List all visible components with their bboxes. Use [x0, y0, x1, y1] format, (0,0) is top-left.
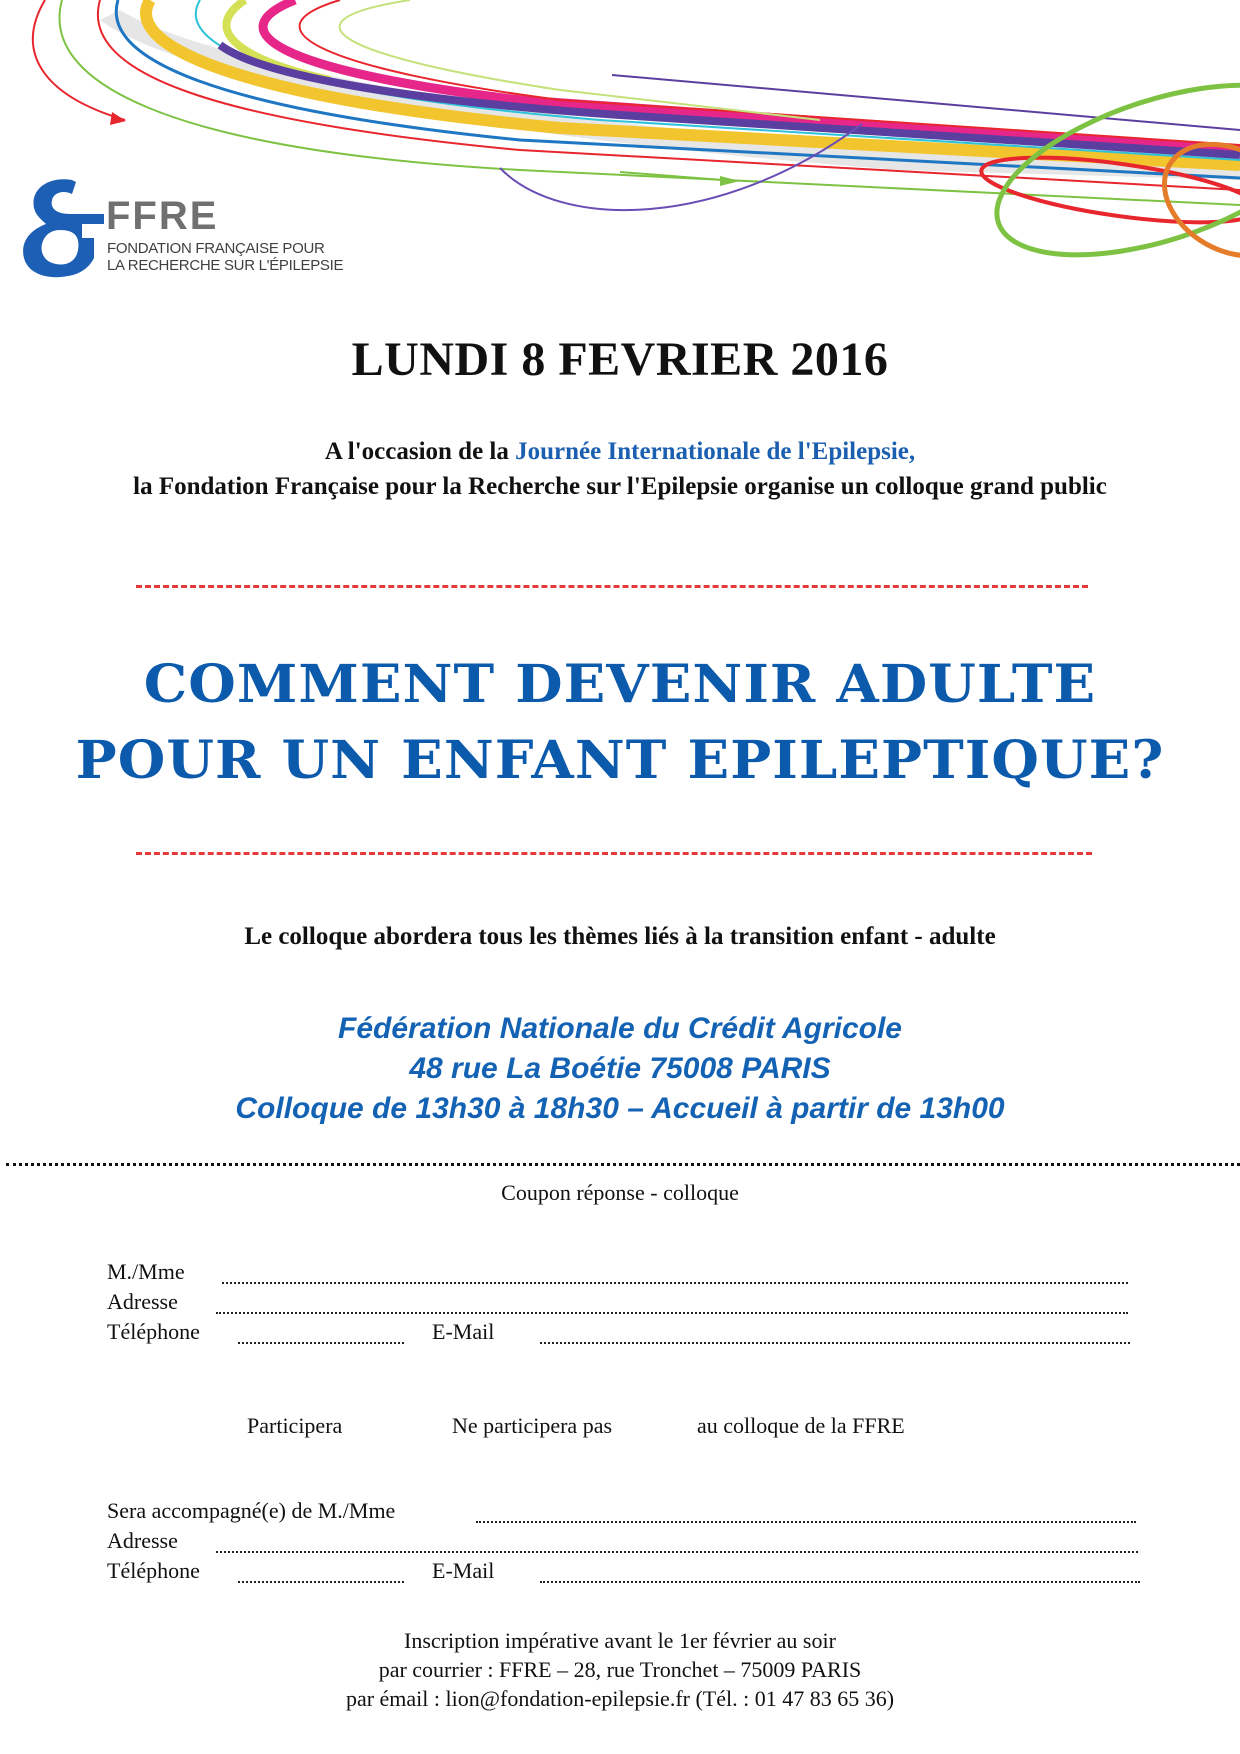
companion-email-field[interactable] — [540, 1581, 1140, 1583]
email-label: E-Mail — [432, 1319, 495, 1344]
event-date: LUNDI 8 FEVRIER 2016 — [351, 333, 889, 386]
phone-field[interactable] — [238, 1342, 404, 1344]
venue-name: Fédération Nationale du Crédit Agricole — [338, 1012, 902, 1045]
postal-contact: par courrier : FFRE – 28, rue Tronchet – 75009 PARIS — [378, 1657, 862, 1682]
companion-address-label: Adresse — [107, 1528, 178, 1553]
companion-address-field[interactable] — [216, 1551, 1138, 1553]
address-field[interactable] — [216, 1312, 1128, 1314]
red-dashed-divider-top — [136, 585, 1088, 588]
companion-phone-field[interactable] — [238, 1581, 404, 1583]
email-field[interactable] — [540, 1342, 1130, 1344]
name-field[interactable] — [222, 1282, 1128, 1284]
venue-schedule: Colloque de 13h30 à 18h30 – Accueil à partir de 13h00 — [235, 1092, 1005, 1125]
coupon-title: Coupon réponse - colloque — [501, 1180, 739, 1205]
intro-line-2: la Fondation Française pour la Recherche sur l'Epilepsie organise un colloque grand public — [133, 473, 1107, 500]
ne-participera-pas-option[interactable]: Ne participera pas — [452, 1413, 613, 1438]
arrow-head-red-icon — [110, 112, 126, 125]
companion-email-label: E-Mail — [432, 1558, 495, 1583]
red-dashed-divider-bottom — [136, 852, 1092, 855]
email-phone-contact: par émail : lion@fondation-epilepsie.fr (Tél. : 01 47 83 65 36) — [345, 1686, 895, 1711]
arrow-head-green-icon — [720, 176, 740, 186]
ampersand-icon — [20, 178, 104, 278]
coupon-cut-line — [6, 1163, 1240, 1166]
headline-line-2: POUR UN ENFANT EPILEPTIQUE? — [75, 730, 1165, 791]
participation-suffix: au colloque de la FFRE — [697, 1413, 905, 1438]
phone-label: Téléphone — [107, 1319, 200, 1344]
address-label: Adresse — [107, 1289, 178, 1314]
intro-line-1 — [0, 437, 1240, 467]
logo-subtitle-line2: LA RECHERCHE SUR L'ÉPILEPSIE — [107, 257, 344, 274]
headline-line-1: COMMENT DEVENIR ADULTE — [143, 654, 1097, 715]
logo-subtitle-line1: FONDATION FRANÇAISE POUR — [107, 240, 325, 257]
companion-name-field[interactable] — [476, 1521, 1136, 1523]
participera-option[interactable]: Participera — [247, 1413, 343, 1438]
ffre-logo — [20, 178, 344, 278]
logo-acronym: FFRE — [106, 194, 219, 238]
journee-internationale-link: Journée Internationale de l'Epilepsie, — [515, 438, 916, 465]
name-label: M./Mme — [107, 1259, 185, 1284]
venue-address: 48 rue La Boétie 75008 PARIS — [409, 1052, 831, 1085]
companion-label: Sera accompagné(e) de M./Mme — [107, 1498, 396, 1523]
intro-prefix: A l'occasion de la — [324, 438, 516, 465]
registration-deadline: Inscription impérative avant le 1er février au soir — [404, 1628, 836, 1653]
colloquium-theme: Le colloque abordera tous les thèmes liés à la transition enfant - adulte — [244, 923, 996, 950]
companion-phone-label: Téléphone — [107, 1558, 200, 1583]
